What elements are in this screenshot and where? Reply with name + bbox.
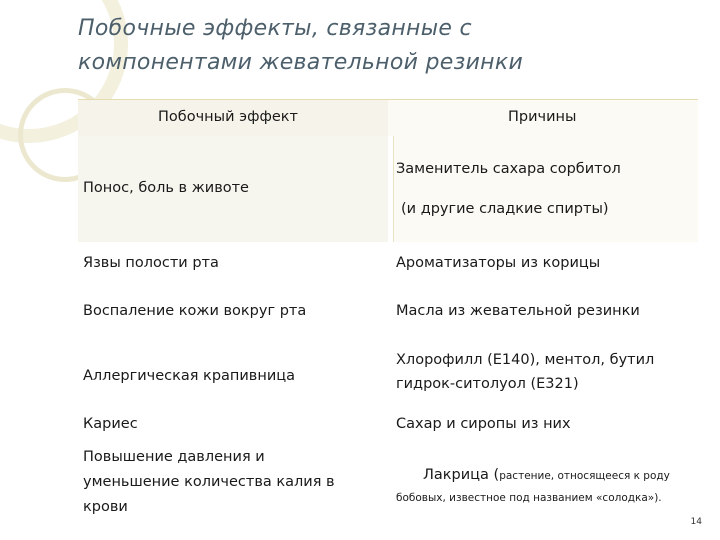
row-4-cause-line-2: гидрок-ситолуол (Е321) (396, 376, 579, 392)
row-2-cause: Ароматизаторы из корицы (396, 255, 601, 271)
slide-title-line-2: компонентами жевательной резинки (78, 50, 524, 75)
row-6-effect-line-2: уменьшение количества калия в (83, 474, 335, 490)
row-1-cause-line-1: Заменитель сахара сорбитол (396, 161, 621, 177)
header-cause: Причины (508, 109, 577, 125)
row-5-effect: Кариес (83, 416, 138, 432)
row-6-cause (423, 464, 720, 486)
row-1-effect: Понос, боль в животе (83, 180, 249, 196)
row-5-cause: Сахар и сиропы из них (396, 416, 571, 432)
row-6-cause-note-line-1: растение, относящееся к роду (499, 470, 670, 482)
slide-title-line-1: Побочные эффекты, связанные с (78, 16, 472, 41)
row-3-cause: Масла из жевательной резинки (396, 303, 640, 319)
row-6-effect-line-1: Повышение давления и (83, 449, 265, 465)
row-2-effect: Язвы полости рта (83, 255, 219, 271)
row-1-divider (393, 136, 394, 242)
row-6-effect-line-3: крови (83, 499, 128, 515)
row-4-effect: Аллергическая крапивница (83, 368, 296, 384)
header-effect: Побочный эффект (158, 109, 298, 125)
row-1-shade-right (394, 136, 698, 242)
slide-title (78, 12, 698, 80)
row-6-cause-main: Лакрица ( (423, 467, 500, 483)
page-number: 14 (690, 517, 702, 527)
row-1-cause-line-2: (и другие сладкие спирты) (401, 201, 609, 217)
row-3-effect: Воспаление кожи вокруг рта (83, 303, 307, 319)
row-6-cause-note-line-2: бобовых, известное под названием «солодка»). (396, 492, 662, 504)
row-4-cause-line-1: Хлорофилл (Е140), ментол, бутил (396, 352, 655, 368)
